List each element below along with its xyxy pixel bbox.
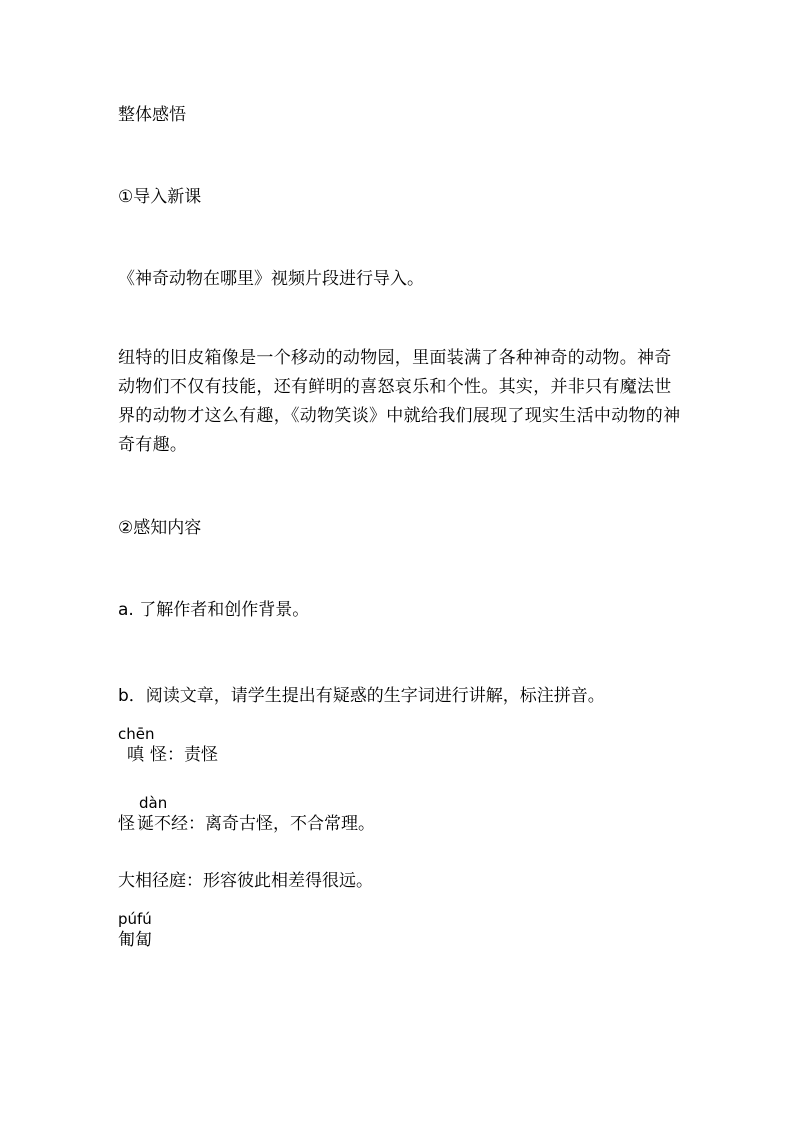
vocab-row-2 <box>118 794 375 835</box>
section-heading: 整体感悟 <box>118 105 186 125</box>
section1-title: ①导入新课 <box>118 187 202 207</box>
vocab-char: 嗔 <box>127 745 144 765</box>
pinyin-annotation: chēn <box>118 725 155 743</box>
item-a: a. 了解作者和创作背景。 <box>118 600 310 620</box>
item-b: b．阅读文章，请学生提出有疑惑的生字词进行讲解，标注拼音。 <box>118 686 605 706</box>
vocab-row-3: 大相径庭：形容彼此相差得很远。 <box>118 871 373 891</box>
vocab-prefix: 怪 <box>118 814 135 834</box>
ruby-base <box>137 794 168 835</box>
pinyin-annotation: dàn <box>139 794 168 812</box>
body-paragraph: 纽特的旧皮箱像是一个移动的动物园，里面装满了各种神奇的动物。神奇动物们不仅有技能，还有鲜明的喜怒哀乐和个性。其实，并非只有魔法世界的动物才这么有趣，《动物笑谈》中就给我们展现了现实生活中动物的神奇有趣。 <box>118 348 681 455</box>
pinyin-annotation: púfú <box>118 910 152 928</box>
ruby-base <box>118 725 155 766</box>
intro-line: 《神奇动物在哪里》视频片段进行导入。 <box>118 269 424 289</box>
ruby-base <box>118 910 152 951</box>
vocab-definition: 不经：离奇古怪，不合常理。 <box>154 814 375 834</box>
vocab-char: 匍匐 <box>118 930 152 950</box>
vocab-row-1 <box>118 725 218 766</box>
vocab-char: 诞 <box>137 814 154 834</box>
vocab-definition: 怪：责怪 <box>150 745 218 765</box>
vocab-row-4 <box>118 910 152 951</box>
section2-title: ②感知内容 <box>118 518 202 538</box>
